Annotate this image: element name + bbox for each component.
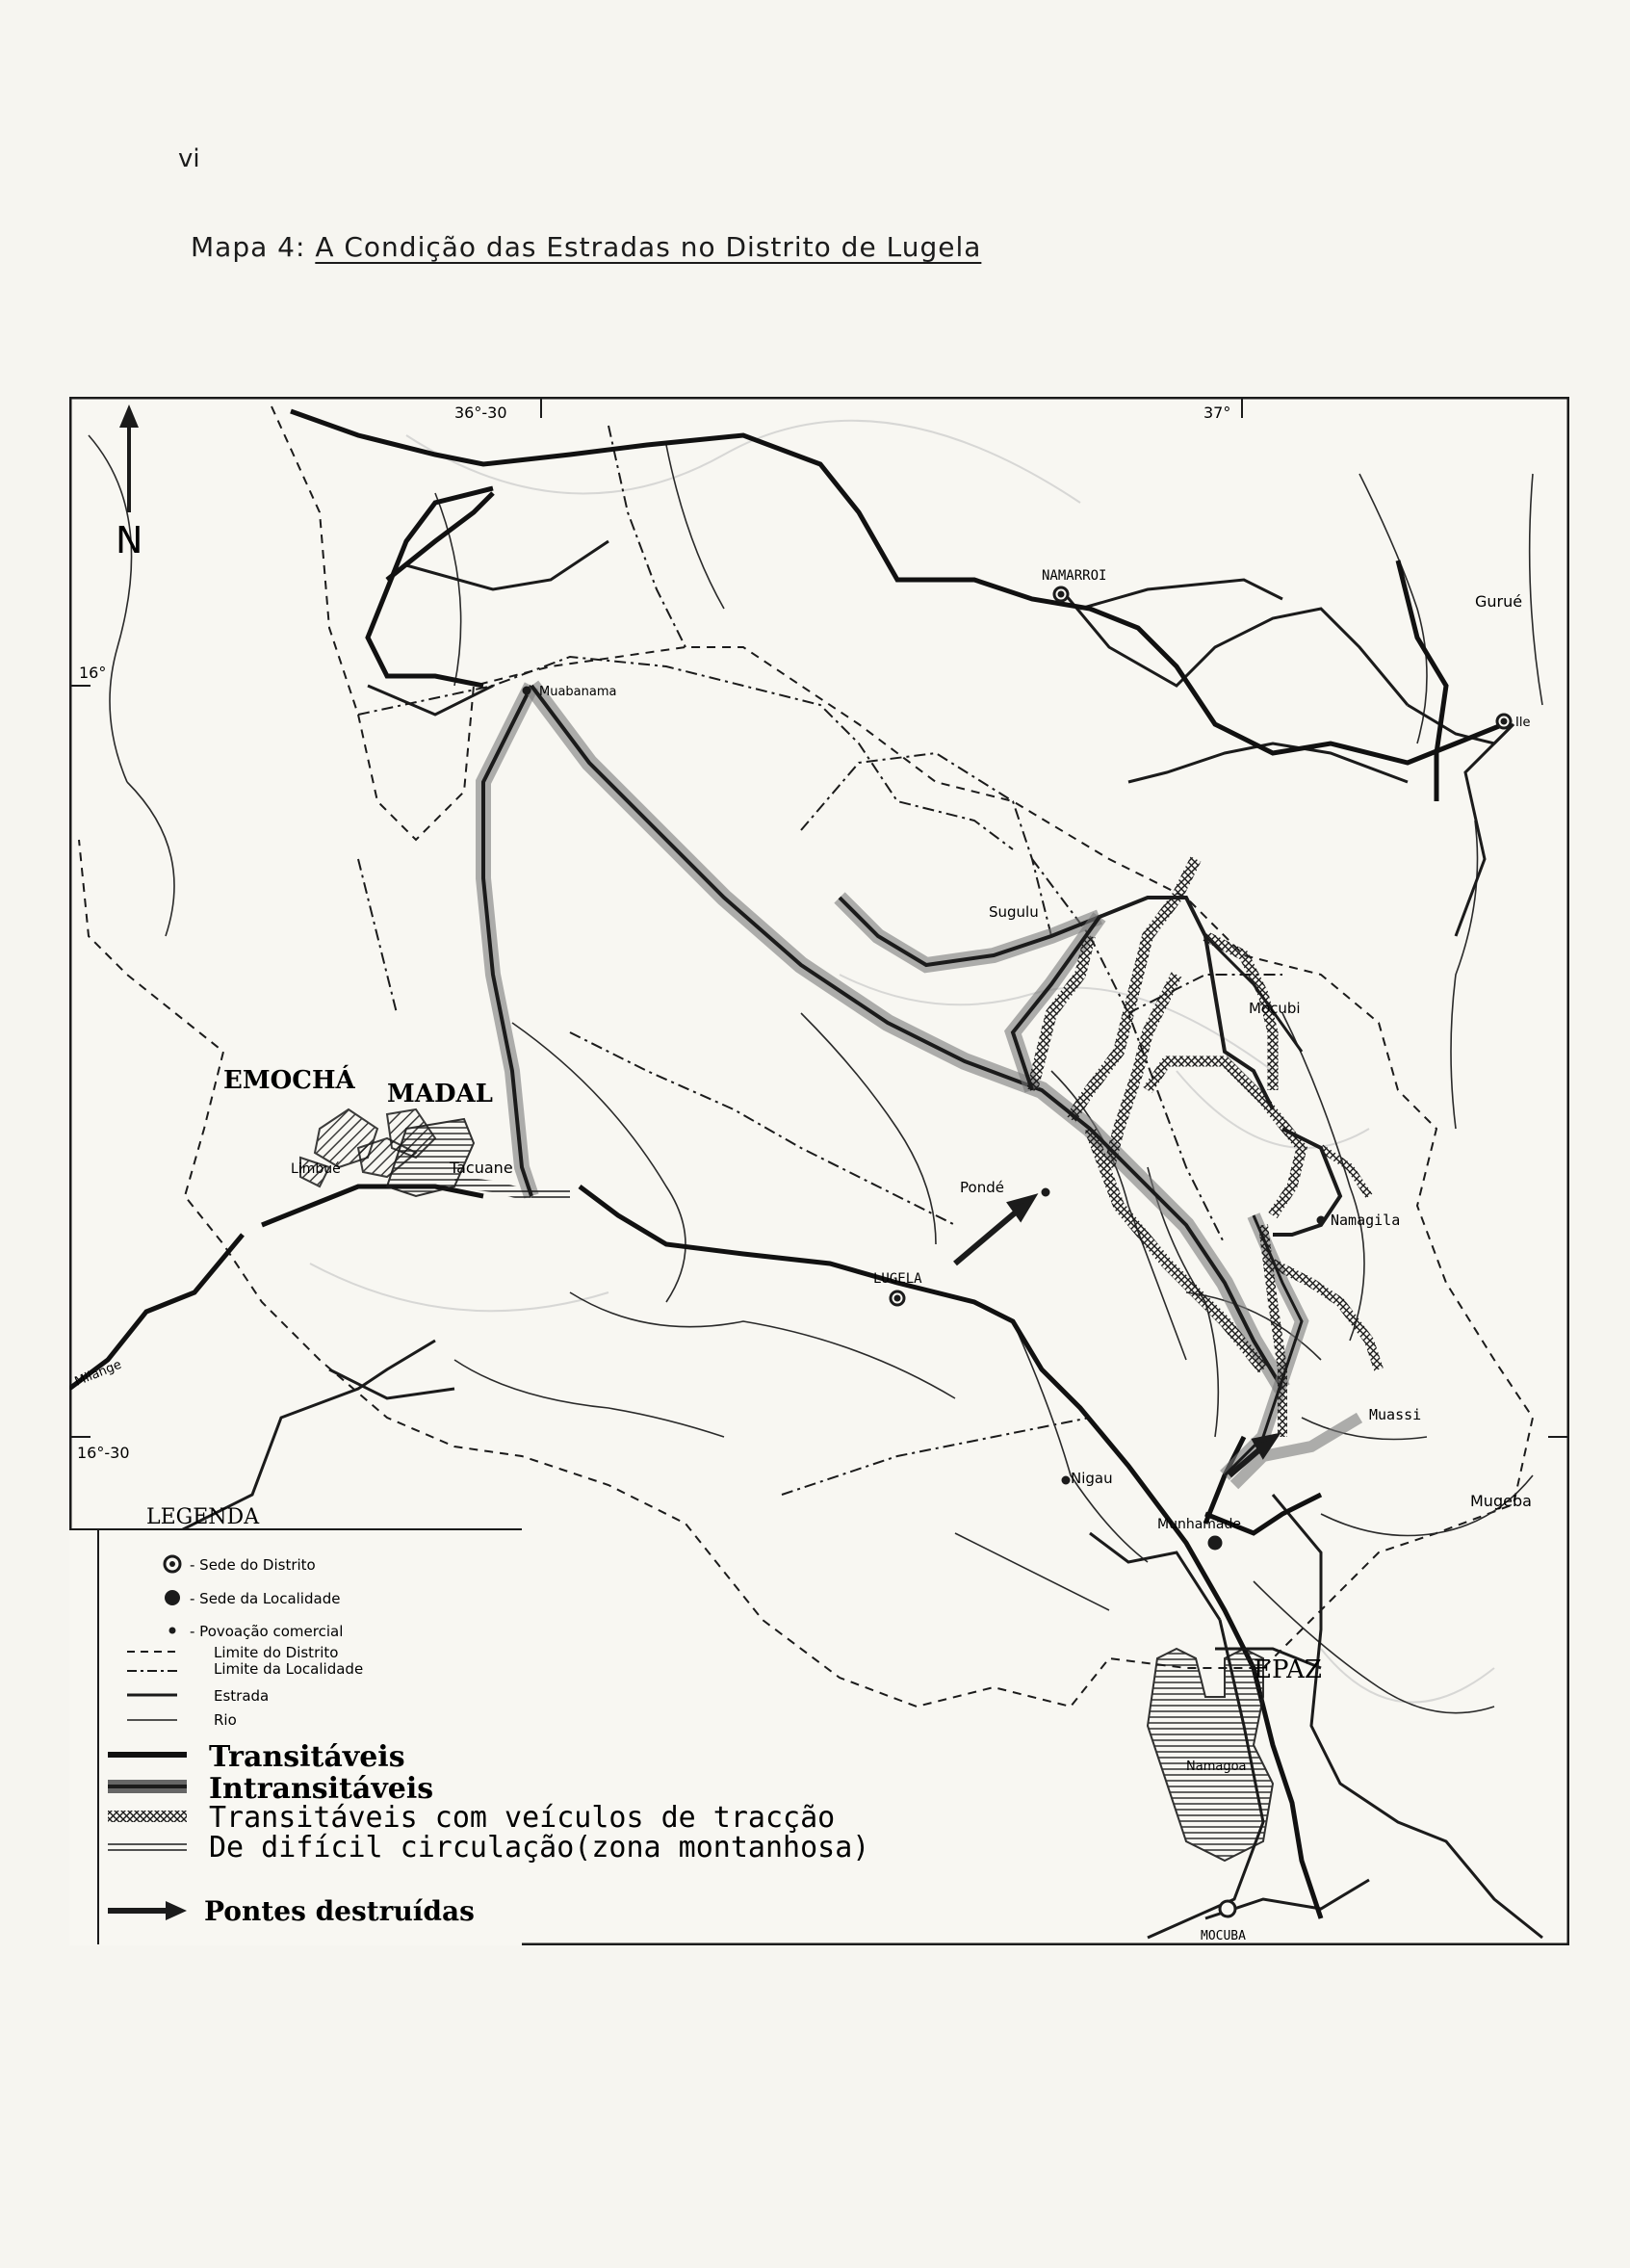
coord-left-lower: 16°-30 (77, 1444, 130, 1462)
label-namagoa: Namagoa (1186, 1760, 1247, 1774)
trading-post-marker (523, 687, 530, 694)
page-number: vi (178, 144, 200, 173)
label-milange: Milange (72, 1357, 124, 1390)
map-title: A Condição das Estradas no Distrito de Lugela (315, 231, 982, 263)
label-muassi: Muassi (1369, 1406, 1422, 1423)
map-title-prefix: Mapa 4: (191, 231, 306, 263)
locality-marker-munhamade (1208, 1536, 1222, 1550)
trading-post-marker (1317, 1216, 1325, 1224)
label-lugela: LUGELA (873, 1271, 922, 1287)
north-label: N (116, 519, 143, 561)
trading-post-marker (1062, 1476, 1070, 1484)
legend-road-label: Estrada (214, 1687, 270, 1705)
legend-traction-label: Transitáveis com veículos de tracção (209, 1801, 836, 1835)
coord-top-left: 36°-30 (454, 404, 507, 422)
legend-trading-post-icon (169, 1628, 176, 1634)
legend-difficult-label: De difícil circulação(zona montanhosa) (209, 1831, 870, 1864)
legend-traction-icon (108, 1811, 187, 1822)
label-tacuane: Tacuane (450, 1159, 513, 1177)
legend-trading-post-label: - Povoação comercial (190, 1623, 344, 1640)
label-muabanama: Muabanama (539, 685, 617, 699)
label-ile: Ile (1515, 716, 1531, 730)
trading-post-marker (1042, 1188, 1049, 1196)
label-madal: MADAL (387, 1080, 493, 1108)
label-limbue: Limbué (291, 1161, 341, 1177)
legend-passable-label: Transitáveis (209, 1740, 405, 1774)
label-namagila: Namagila (1331, 1212, 1401, 1229)
label-namarroi: NAMARROI (1042, 568, 1107, 584)
label-epaz: EPAZ (1254, 1655, 1322, 1684)
legend-title: LEGENDA (146, 1505, 260, 1529)
legend-district-seat-label: - Sede do Distrito (190, 1556, 316, 1574)
coord-left-upper: 16° (79, 664, 107, 682)
label-nigau: Nigau (1071, 1470, 1113, 1487)
legend-district-limit-label: Limite do Distrito (214, 1644, 339, 1661)
legend-difficult-icon (108, 1840, 187, 1853)
legend-river-label: Rio (214, 1711, 237, 1729)
map-title-row (191, 231, 981, 263)
label-mocuba: MOCUBA (1201, 1929, 1246, 1943)
locality-marker-mocuba (1220, 1901, 1235, 1916)
legend-locality-seat-label: - Sede da Localidade (190, 1590, 341, 1607)
label-mugeba: Mugeba (1470, 1492, 1532, 1510)
label-gurue: Gurué (1475, 592, 1523, 611)
label-mocubi: Mocubi (1249, 1000, 1301, 1017)
legend-bridge-label: Pontes destruídas (204, 1895, 475, 1927)
legend-locality-seat-icon (165, 1590, 180, 1605)
label-sugulu: Sugulu (989, 903, 1039, 921)
label-ponde: Pondé (960, 1179, 1004, 1196)
legend-locality-limit-label: Limite da Localidade (214, 1660, 364, 1678)
label-munhamade: Munhamade (1157, 1517, 1241, 1532)
coord-top-right: 37° (1203, 404, 1231, 422)
map (69, 397, 1569, 1945)
label-emocha: EMOCHÁ (223, 1066, 355, 1095)
legend-impassable-label: Intransitáveis (209, 1772, 434, 1806)
